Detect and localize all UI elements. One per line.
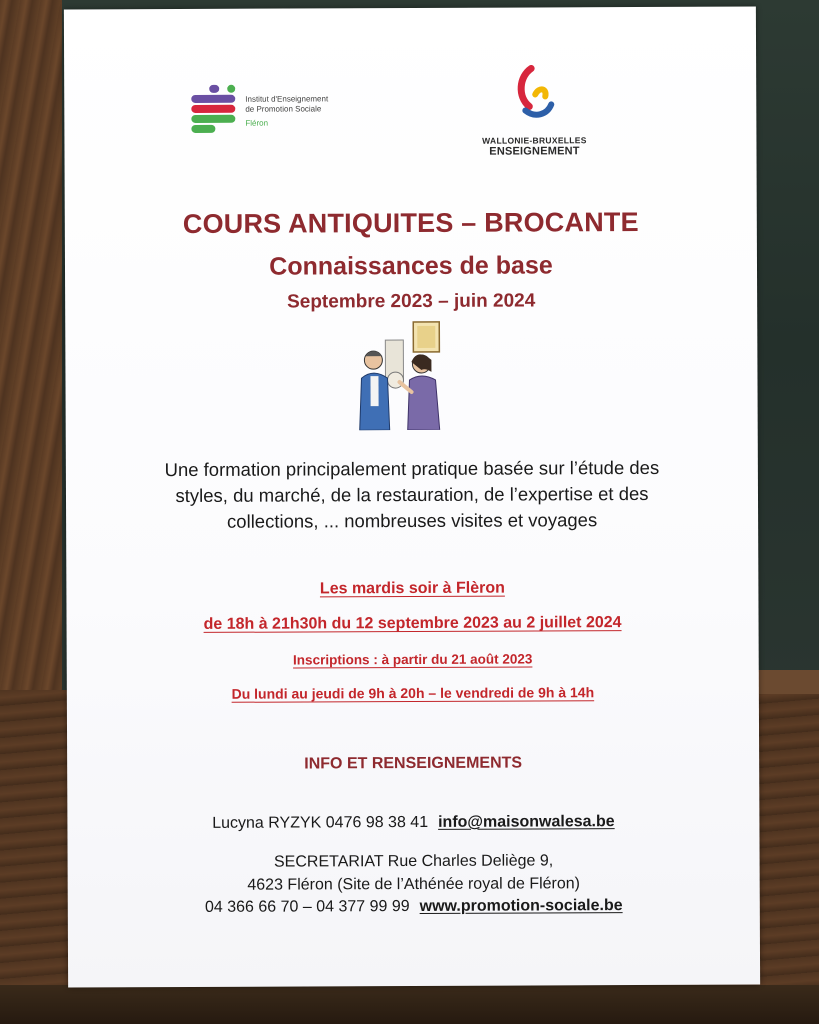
flyer-paper <box>64 6 760 987</box>
promotion-sociale-logo-icon <box>189 81 241 137</box>
contact-line <box>67 812 759 833</box>
wallonie-bruxelles-logo-icon <box>509 62 559 126</box>
registration-date: Inscriptions : à partir du 21 août 2023 <box>293 651 533 668</box>
contact-name: Lucyna RYZYK 0476 98 38 41 <box>212 813 429 832</box>
description-line: collections, ... nombreuses visites et voyages <box>226 509 598 532</box>
schedule-hours: de 18h à 21h30h du 12 septembre 2023 au 2 juillet 2024 <box>203 614 622 633</box>
antique-dealer-clipart-icon <box>355 320 455 430</box>
phone-numbers: 04 366 66 70 – 04 377 99 99 <box>204 898 410 916</box>
promotion-sociale-logo <box>189 80 349 141</box>
schedule-day: Les mardis soir à Flèron <box>319 579 505 598</box>
secretariat-line: SECRETARIAT Rue Charles Deliège 9, <box>273 852 554 871</box>
course-subtitle: Connaissances de base <box>269 251 553 281</box>
email-link[interactable]: info@maisonwalesa.be <box>438 813 615 831</box>
logo-right-line1: WALLONIE-BRUXELLES <box>482 135 587 146</box>
office-hours: Du lundi au jeudi de 9h à 20h – le vendredi de 9h à 14h <box>231 684 595 702</box>
description-line: Une formation principalement pratique basée sur l’étude des <box>164 456 660 481</box>
course-period: Septembre 2023 – juin 2024 <box>287 290 536 313</box>
logo-right-line2: ENSEIGNEMENT <box>489 145 580 158</box>
door-bottom <box>0 985 819 1024</box>
course-description <box>106 455 718 536</box>
address-line: 4623 Fléron (Site de l’Athénée royal de Fléron) <box>247 875 581 894</box>
wallonie-bruxelles-logo <box>474 62 594 158</box>
description-line: styles, du marché, de la restauration, de l’expertise et des <box>175 482 649 507</box>
logo-left-line1: Institut d'Enseignement <box>245 94 329 104</box>
course-title: COURS ANTIQUITES – BROCANTE <box>182 207 639 239</box>
logo-left-line3: Fléron <box>245 118 269 128</box>
info-heading: INFO ET RENSEIGNEMENTS <box>304 754 523 773</box>
logo-left-line2: de Promotion Sociale <box>245 104 322 114</box>
website-link[interactable]: www.promotion-sociale.be <box>419 897 623 915</box>
phones-line <box>68 896 760 917</box>
